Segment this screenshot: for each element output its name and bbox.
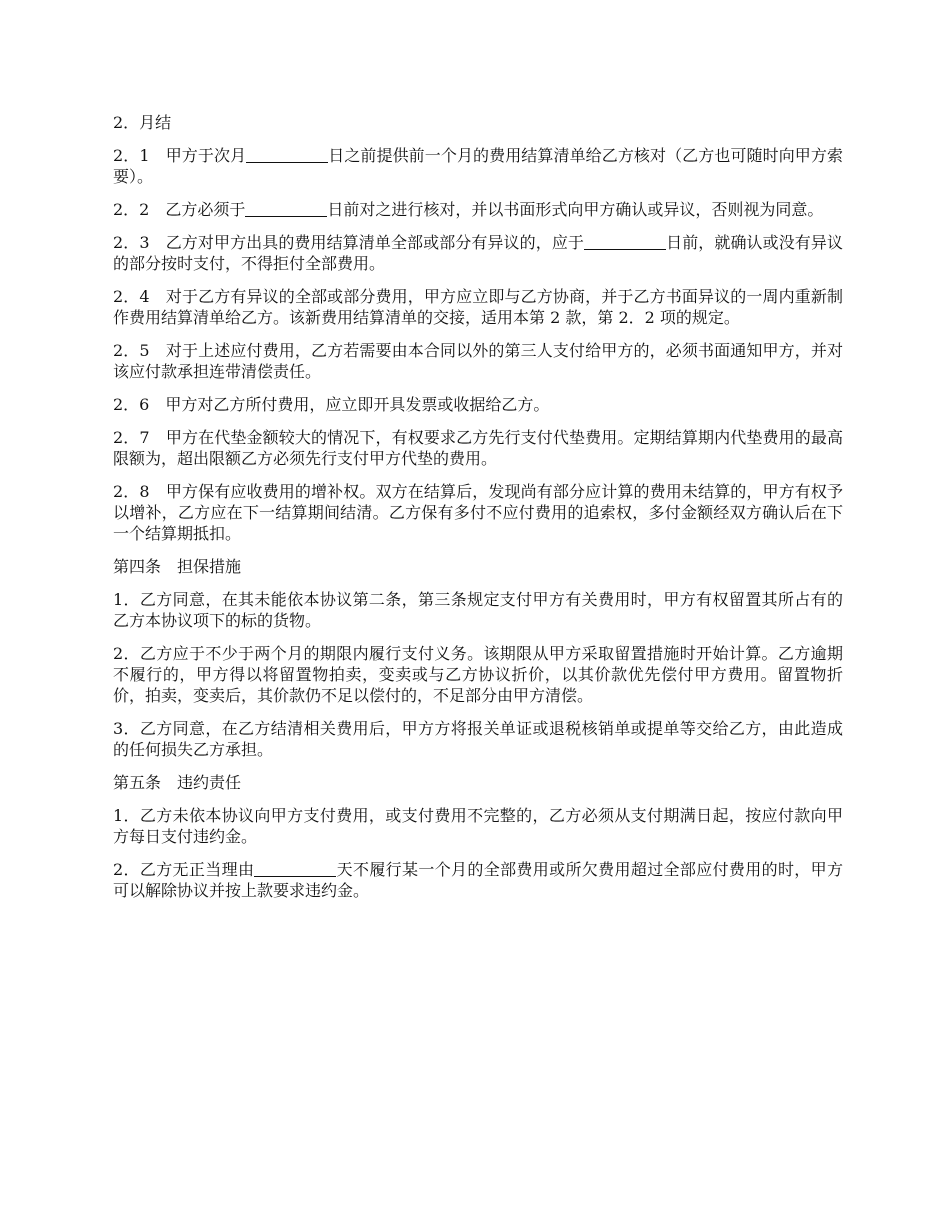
article-4-item-1: 1．乙方同意，在其未能依本协议第二条，第三条规定支付甲方有关费用时，甲方有权留置其所占有的乙方本协议项下的标的货物。: [113, 590, 843, 630]
fill-blank[interactable]: [246, 146, 328, 163]
clause-2-7: 2．7 甲方在代垫金额较大的情况下，有权要求乙方先行支付代垫费用。定期结算期内代垫费用的最高限额为，超出限额乙方必须先行支付甲方代垫的费用。: [113, 428, 843, 468]
clause-2-2: 2．2 乙方必须于 日前对之进行核对，并以书面形式向甲方确认或异议，否则视为同意。: [113, 200, 824, 219]
clause-2-6: 2．6 甲方对乙方所付费用，应立即开具发票或收据给乙方。: [113, 395, 550, 414]
fill-blank[interactable]: [254, 860, 336, 877]
clause-2-1: 2．1 甲方于次月 日之前提供前一个月的费用结算清单给乙方核对（乙方也可随时向甲方索要）。: [113, 146, 843, 186]
article-5-heading: 第五条 违约责任: [113, 773, 242, 792]
clause-2-monthly-settlement: 2．月结: [113, 113, 172, 132]
fill-blank[interactable]: [584, 233, 666, 250]
clause-2-8: 2．8 甲方保有应收费用的增补权。双方在结算后，发现尚有部分应计算的费用未结算的，甲方有权予以增补，乙方应在下一结算期间结清。乙方保有多付不应付费用的追索权，多付金额经双方确认后在下一个结算期抵扣。: [113, 482, 843, 543]
article-5-item-1: 1．乙方未依本协议向甲方支付费用，或支付费用不完整的，乙方必须从支付期满日起，按应付款向甲方每日支付违约金。: [113, 806, 843, 846]
article-4-item-2: 2．乙方应于不少于两个月的期限内履行支付义务。该期限从甲方采取留置措施时开始计算。乙方逾期不履行的，甲方得以将留置物拍卖，变卖或与乙方协议折价，以其价款优先偿付甲方费用。留置物折价，拍卖，变卖后，其价款仍不足以偿付的，不足部分由甲方清偿。: [113, 644, 843, 705]
article-5-item-2: 2．乙方无正当理由 天不履行某一个月的全部费用或所欠费用超过全部应付费用的时，甲方可以解除协议并按上款要求违约金。: [113, 860, 843, 900]
clause-2-4: 2．4 对于乙方有异议的全部或部分费用，甲方应立即与乙方协商，并于乙方书面异议的一周内重新制作费用结算清单给乙方。该新费用结算清单的交接，适用本第 2 款，第 2．2 项的规定。: [113, 287, 843, 327]
clause-2-3: 2．3 乙方对甲方出具的费用结算清单全部或部分有异议的，应于 日前，就确认或没有异议的部分按时支付，不得拒付全部费用。: [113, 233, 843, 273]
article-4-heading: 第四条 担保措施: [113, 557, 242, 576]
fill-blank[interactable]: [245, 200, 327, 217]
document-page: [113, 112, 843, 913]
article-4-item-3: 3．乙方同意，在乙方结清相关费用后，甲方方将报关单证或退税核销单或提单等交给乙方，由此造成的任何损失乙方承担。: [113, 719, 843, 759]
clause-2-5: 2．5 对于上述应付费用，乙方若需要由本合同以外的第三人支付给甲方的，必须书面通知甲方，并对该应付款承担连带清偿责任。: [113, 341, 843, 381]
